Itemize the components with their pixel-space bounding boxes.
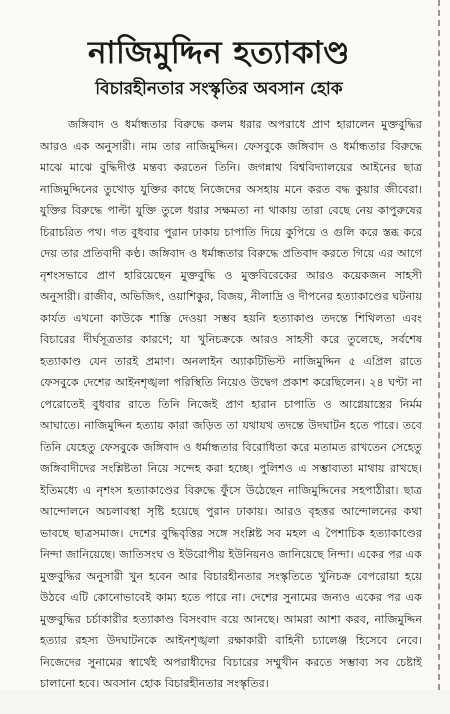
subheadline: বিচারহীনতার সংস্কৃতির অবসান হোক — [95, 79, 343, 99]
article-body: জঙ্গিবাদ ও ধর্মান্ধতার বিরুদ্ধে কলম ধরার অপরাধে প্রাণ হারালেন মুক্তবুদ্ধির আরও এক অনুসারী। নাম তার নাজিমুদ্দিন। ফেসবুকে জঙ্গিবাদ ও ধর্মান্ধতার বিরুদ্ধে মাঝে মাঝে বুদ্ধিদীপ্ত মন্তব্য করতেন তিনি। জগন্নাথ বিশ্ববিদ্যালয়ের আইনের ছাত্র নাজিমুদ্দিনের তুখোড় যুক্তির কাছে নিজেদের অসহায় মনে করত বদ্ধ কুয়ার জীবেরা। যুক্তির বিরুদ্ধে পাল্টা যুক্তি তুলে ধরার সক্ষমতা না থাকায় তারা বেছে নেয় কাপুরুষের চিরাচরিত পথ। গত বুধবার পুরান ঢাকায় চাপাতি দিয়ে কুপিয়ে ও গুলি করে স্তব্ধ করে দেয় তার প্রতিবাদী কণ্ঠ। জঙ্গিবাদ ও ধর্মান্ধতার বিরুদ্ধে প্রতিবাদ করতে গিয়ে এর আগে নৃশংসভাবে প্রাণ হারিয়েছেন মুক্তবুদ্ধি ও মুক্তবিবেকের আরও কয়েকজন সাহসী অনুসারী। রাজীব, অভিজিৎ, ওয়াশিকুর, বিজয়, নীলাদ্রি ও দীপনের হত্যাকাণ্ডের ঘটনায় কার্যত এখনো কাউকে শাস্তি দেওয়া সম্ভব হয়নি হত্যাকাণ্ড তদন্তে শিথিলতা এবং বিচারের দীর্ঘসূত্রতার কারণে; যা খুনিচক্রকে আরও সাহসী করে তুলেছে, সর্বশেষ হত্যাকাণ্ড যেন তারই প্রমাণ। অনলাইন অ্যাকটিভিস্ট নাজিমুদ্দিন ৫ এপ্রিল রাতে ফেসবুকে দেশের আইনশৃঙ্খলা পরিস্থিতি নিয়েও উদ্বেগ প্রকাশ করেছিলেন। ২৪ ঘণ্টা না পেরোতেই বুধবার রাতে তিনি নিজেই প্রাণ হারান চাপাতি ও আগ্নেয়াস্ত্রের নির্মম আঘাতে। নাজিমুদ্দিন হত্যায় কারা জড়িত তা যথাযথ তদন্তে উদঘাটন হতে পারে। তবে তিনি যেহেতু ফেসবুকে জঙ্গিবাদ ও ধর্মান্ধতার বিরোধিতা করে মতামত রাখতেন সেহেতু জঙ্গিবাদীদের সংশ্লিষ্টতা নিয়ে সন্দেহ করা হচ্ছে। পুলিশও এ সম্ভাব্যতা মাথায় রাখছে। ইতিমধ্যে এ নৃশংস হত্যাকাণ্ডের বিরুদ্ধে ফুঁসে উঠেছেন নাজিমুদ্দিনের সহপাঠীরা। ছাত্র আন্দোলনে অচলাবস্থা সৃষ্টি হয়েছে পুরান ঢাকায়। আরও বৃহত্তর আন্দোলনের কথা ভাবছে ছাত্রসমাজ। দেশের বুদ্ধিবৃত্তির সঙ্গে সংশ্লিষ্ট সব মহল এ পৈশাচিক হত্যাকাণ্ডের নিন্দা জানিয়েছে। জাতিসংঘ ও ইউরোপীয় ইউনিয়নও জানিয়েছে নিন্দা। একের পর এক মুক্তবুদ্ধির অনুসারী খুন হবেন আর বিচারহীনতার সংস্কৃতিতে খুনিচক্র বেপরোয়া হয়ে উঠবে এটি কোনোভাবেই কাম্য হতে পারে না। দেশের সুনামের জন্যও একের পর এক মুক্তবুদ্ধির চর্চাকারীর হত্যাকাণ্ড বিসংবাদ বয়ে আনছে। আমরা আশা করব, নাজিমুদ্দিন হত্যার রহস্য উদঘাটনকে আইনশৃঙ্খলা রক্ষাকারী বাহিনী চ্যালেঞ্জ হিসেবে নেবে। নিজেদের সুনামের স্বার্থেই অপরাধীদের বিচারের সম্মুখীন করতে সম্ভাব্য সব চেষ্টাই চালানো হবে। অবসান হোক বিচারহীনতার সংস্কৃতির। — [40, 118, 422, 690]
headline: নাজিমুদ্দিন হত্যাকাণ্ড — [88, 35, 350, 71]
perforated-edge — [438, 0, 450, 690]
